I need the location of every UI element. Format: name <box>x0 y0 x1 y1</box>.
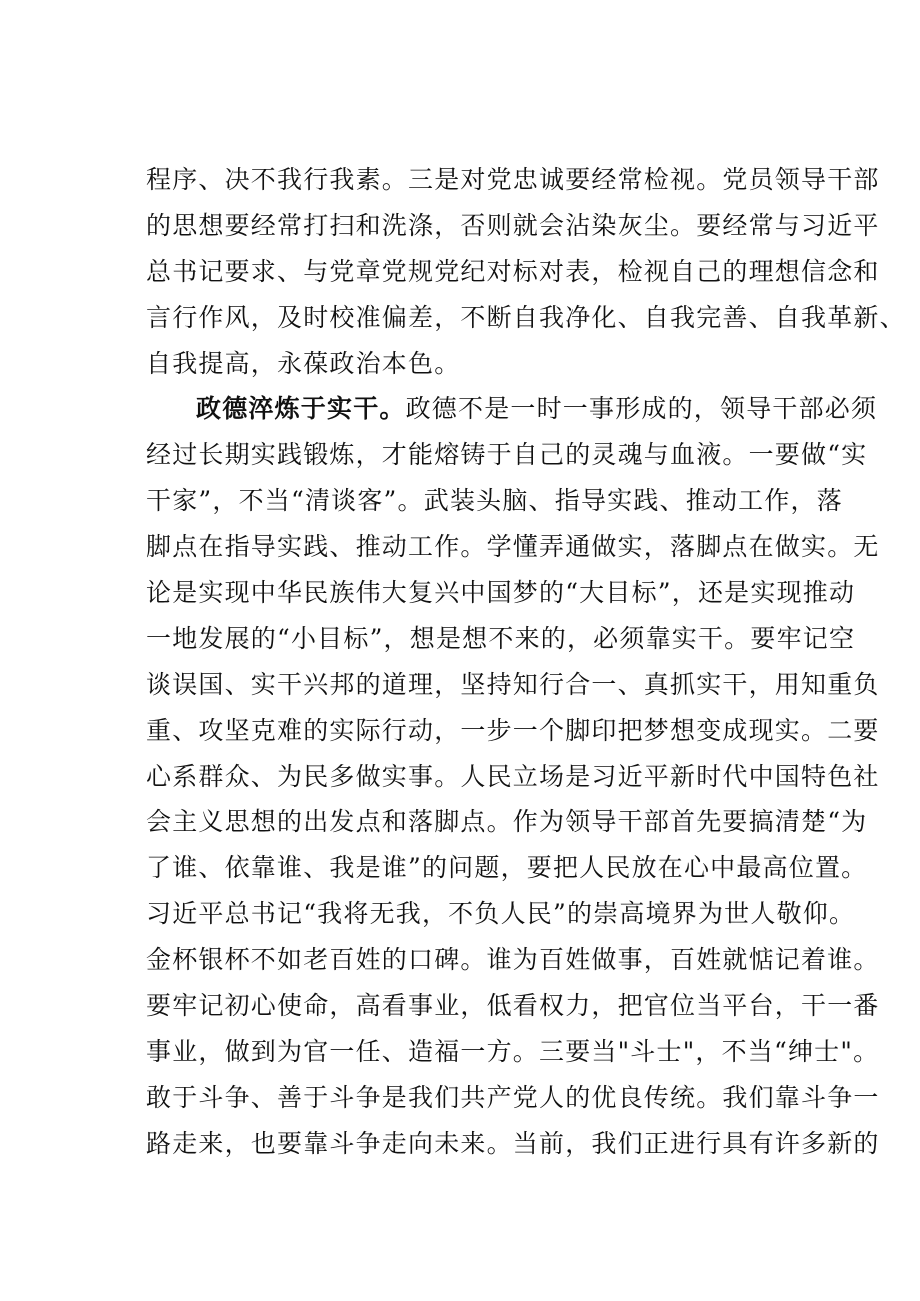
text-line: 经过长期实践锻炼，才能熔铸于自己的灵魂与血液。一要做“实 <box>146 440 868 470</box>
text-line: 会主义思想的出发点和落脚点。作为领导干部首先要搞清楚“为 <box>146 807 868 837</box>
text-line: 路走来，也要靠斗争走向未来。当前，我们正进行具有许多新的 <box>146 1128 880 1158</box>
text-line: 一地发展的“小目标”，想是想不来的，必须靠实干。要牢记空 <box>146 623 856 653</box>
text-line: 了谁、依靠谁、我是谁”的问题，要把人民放在心中最高位置。 <box>146 853 868 883</box>
text-line: 要牢记初心使命，高看事业，低看权力，把官位当平台，干一番 <box>146 991 880 1021</box>
text-line: 总书记要求、与党章党规党纪对标对表，检视自己的理想信念和 <box>146 256 880 286</box>
text-line: 的思想要经常打扫和洗涤，否则就会沾染灰尘。要经常与习近平 <box>146 210 880 240</box>
text-line: 谈误国、实干兴邦的道理，坚持知行合一、真抓实干，用知重负 <box>146 669 880 699</box>
text-line: 敢于斗争、善于斗争是我们共产党人的优良传统。我们靠斗争一 <box>146 1082 880 1112</box>
paragraph-1 <box>146 157 906 386</box>
text-line: 论是实现中华民族伟大复兴中国梦的“大目标”，还是实现推动 <box>146 578 856 608</box>
text-line: 心系群众、为民多做实事。人民立场是习近平新时代中国特色社 <box>146 761 880 791</box>
body-text <box>146 157 906 1167</box>
text-line: 干家”，不当“清谈客”。武装头脑、指导实践、推动工作，落 <box>146 486 843 516</box>
text-line: 程序、决不我行我素。三是对党忠诚要经常检视。党员领导干部 <box>146 165 880 194</box>
paragraph-lead: 政德淬炼于实干。 <box>196 394 406 424</box>
text-line-first <box>146 386 878 432</box>
text-line: 事业，做到为官一任、造福一方。三要当"斗士"，不当“绅士"。 <box>146 1036 880 1066</box>
text-line: 言行作风，及时校准偏差，不断自我净化、自我完善、自我革新、 <box>146 302 906 332</box>
text-line: 金杯银杯不如老百姓的口碑。谁为百姓做事，百姓就惦记着谁。 <box>146 945 880 975</box>
text-line: 自我提高，永葆政治本色。 <box>146 348 461 378</box>
text-line: 习近平总书记“我将无我，不负人民”的崇高境界为世人敬仰。 <box>146 899 856 929</box>
paragraph-2 <box>146 386 880 1166</box>
text-line: 脚点在指导实践、推动工作。学懂弄通做实，落脚点在做实。无 <box>146 532 880 562</box>
first-line-rest: 政德不是一时一事形成的，领导干部必须 <box>405 394 878 424</box>
text-line: 重、攻坚克难的实际行动，一步一个脚印把梦想变成现实。二要 <box>146 715 880 745</box>
